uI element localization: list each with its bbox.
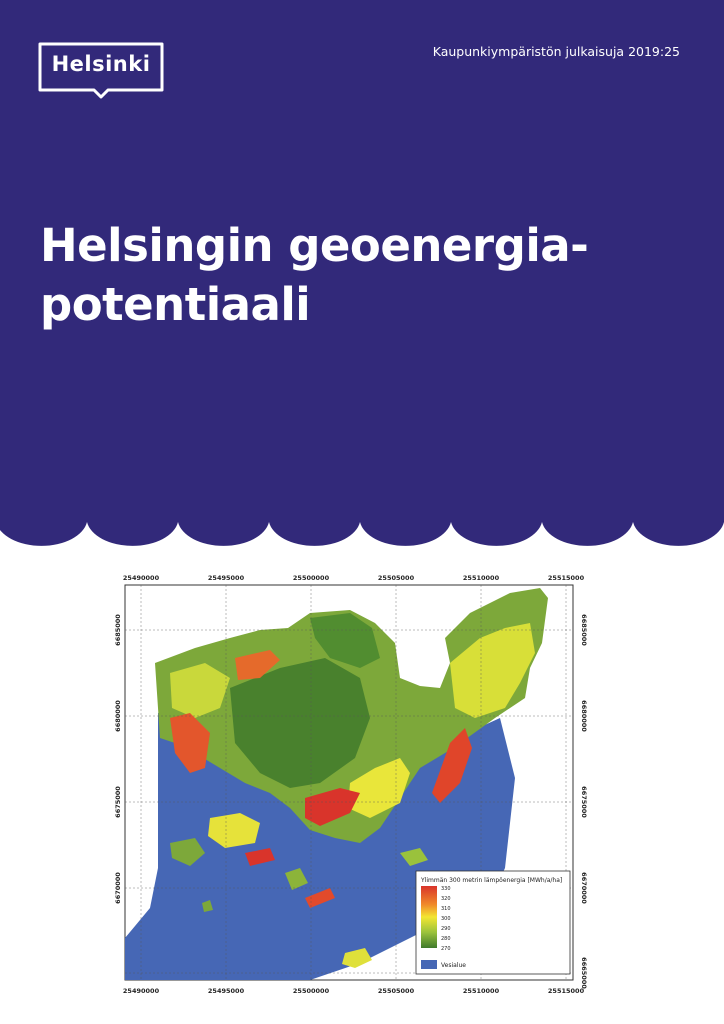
publication-series: Kaupunkiympäristön julkaisuja 2019:25 bbox=[432, 44, 680, 59]
x-tick-top: 25495000 bbox=[207, 574, 245, 582]
legend-value: 320 bbox=[441, 896, 451, 902]
legend-value: 310 bbox=[441, 906, 451, 912]
wave-border bbox=[0, 500, 724, 560]
x-tick-bottom: 25500000 bbox=[292, 987, 330, 995]
legend-value: 300 bbox=[441, 916, 451, 922]
x-tick-top: 25510000 bbox=[462, 574, 500, 582]
y-tick-right: 6675000 bbox=[580, 786, 588, 818]
map-legend bbox=[416, 871, 570, 974]
x-tick-bottom: 25515000 bbox=[547, 987, 585, 995]
legend-value: 270 bbox=[441, 946, 451, 952]
x-tick-top: 25490000 bbox=[122, 574, 160, 582]
y-tick-left: 6680000 bbox=[114, 700, 122, 732]
y-tick-right: 6685000 bbox=[580, 614, 588, 646]
geoenergy-map bbox=[110, 568, 600, 1000]
x-tick-bottom: 25495000 bbox=[207, 987, 245, 995]
legend-value: 330 bbox=[441, 886, 451, 892]
y-tick-right: 6680000 bbox=[580, 700, 588, 732]
x-tick-top: 25505000 bbox=[377, 574, 415, 582]
legend-value: 280 bbox=[441, 936, 451, 942]
x-tick-top: 25500000 bbox=[292, 574, 330, 582]
x-tick-top: 25515000 bbox=[547, 574, 585, 582]
x-tick-bottom: 25490000 bbox=[122, 987, 160, 995]
y-tick-right: 6670000 bbox=[580, 872, 588, 904]
y-tick-right: 6665000 bbox=[580, 957, 588, 989]
legend-value: 290 bbox=[441, 926, 451, 932]
legend-water-label: Vesialue bbox=[441, 962, 466, 969]
y-tick-left: 6675000 bbox=[114, 786, 122, 818]
title-line-2: potentiaali bbox=[40, 278, 311, 331]
x-tick-bottom: 25505000 bbox=[377, 987, 415, 995]
y-tick-left: 6670000 bbox=[114, 872, 122, 904]
logo-text: Helsinki bbox=[51, 52, 151, 76]
legend-color-ramp bbox=[421, 886, 437, 948]
title-line-1: Helsingin geoenergia- bbox=[40, 219, 589, 272]
page-title bbox=[40, 216, 690, 334]
y-tick-left: 6685000 bbox=[114, 614, 122, 646]
x-tick-bottom: 25510000 bbox=[462, 987, 500, 995]
legend-water-swatch bbox=[421, 960, 437, 969]
legend-title: Ylimmän 300 metrin lämpöenergia [MWh/a/ha] bbox=[421, 877, 563, 884]
